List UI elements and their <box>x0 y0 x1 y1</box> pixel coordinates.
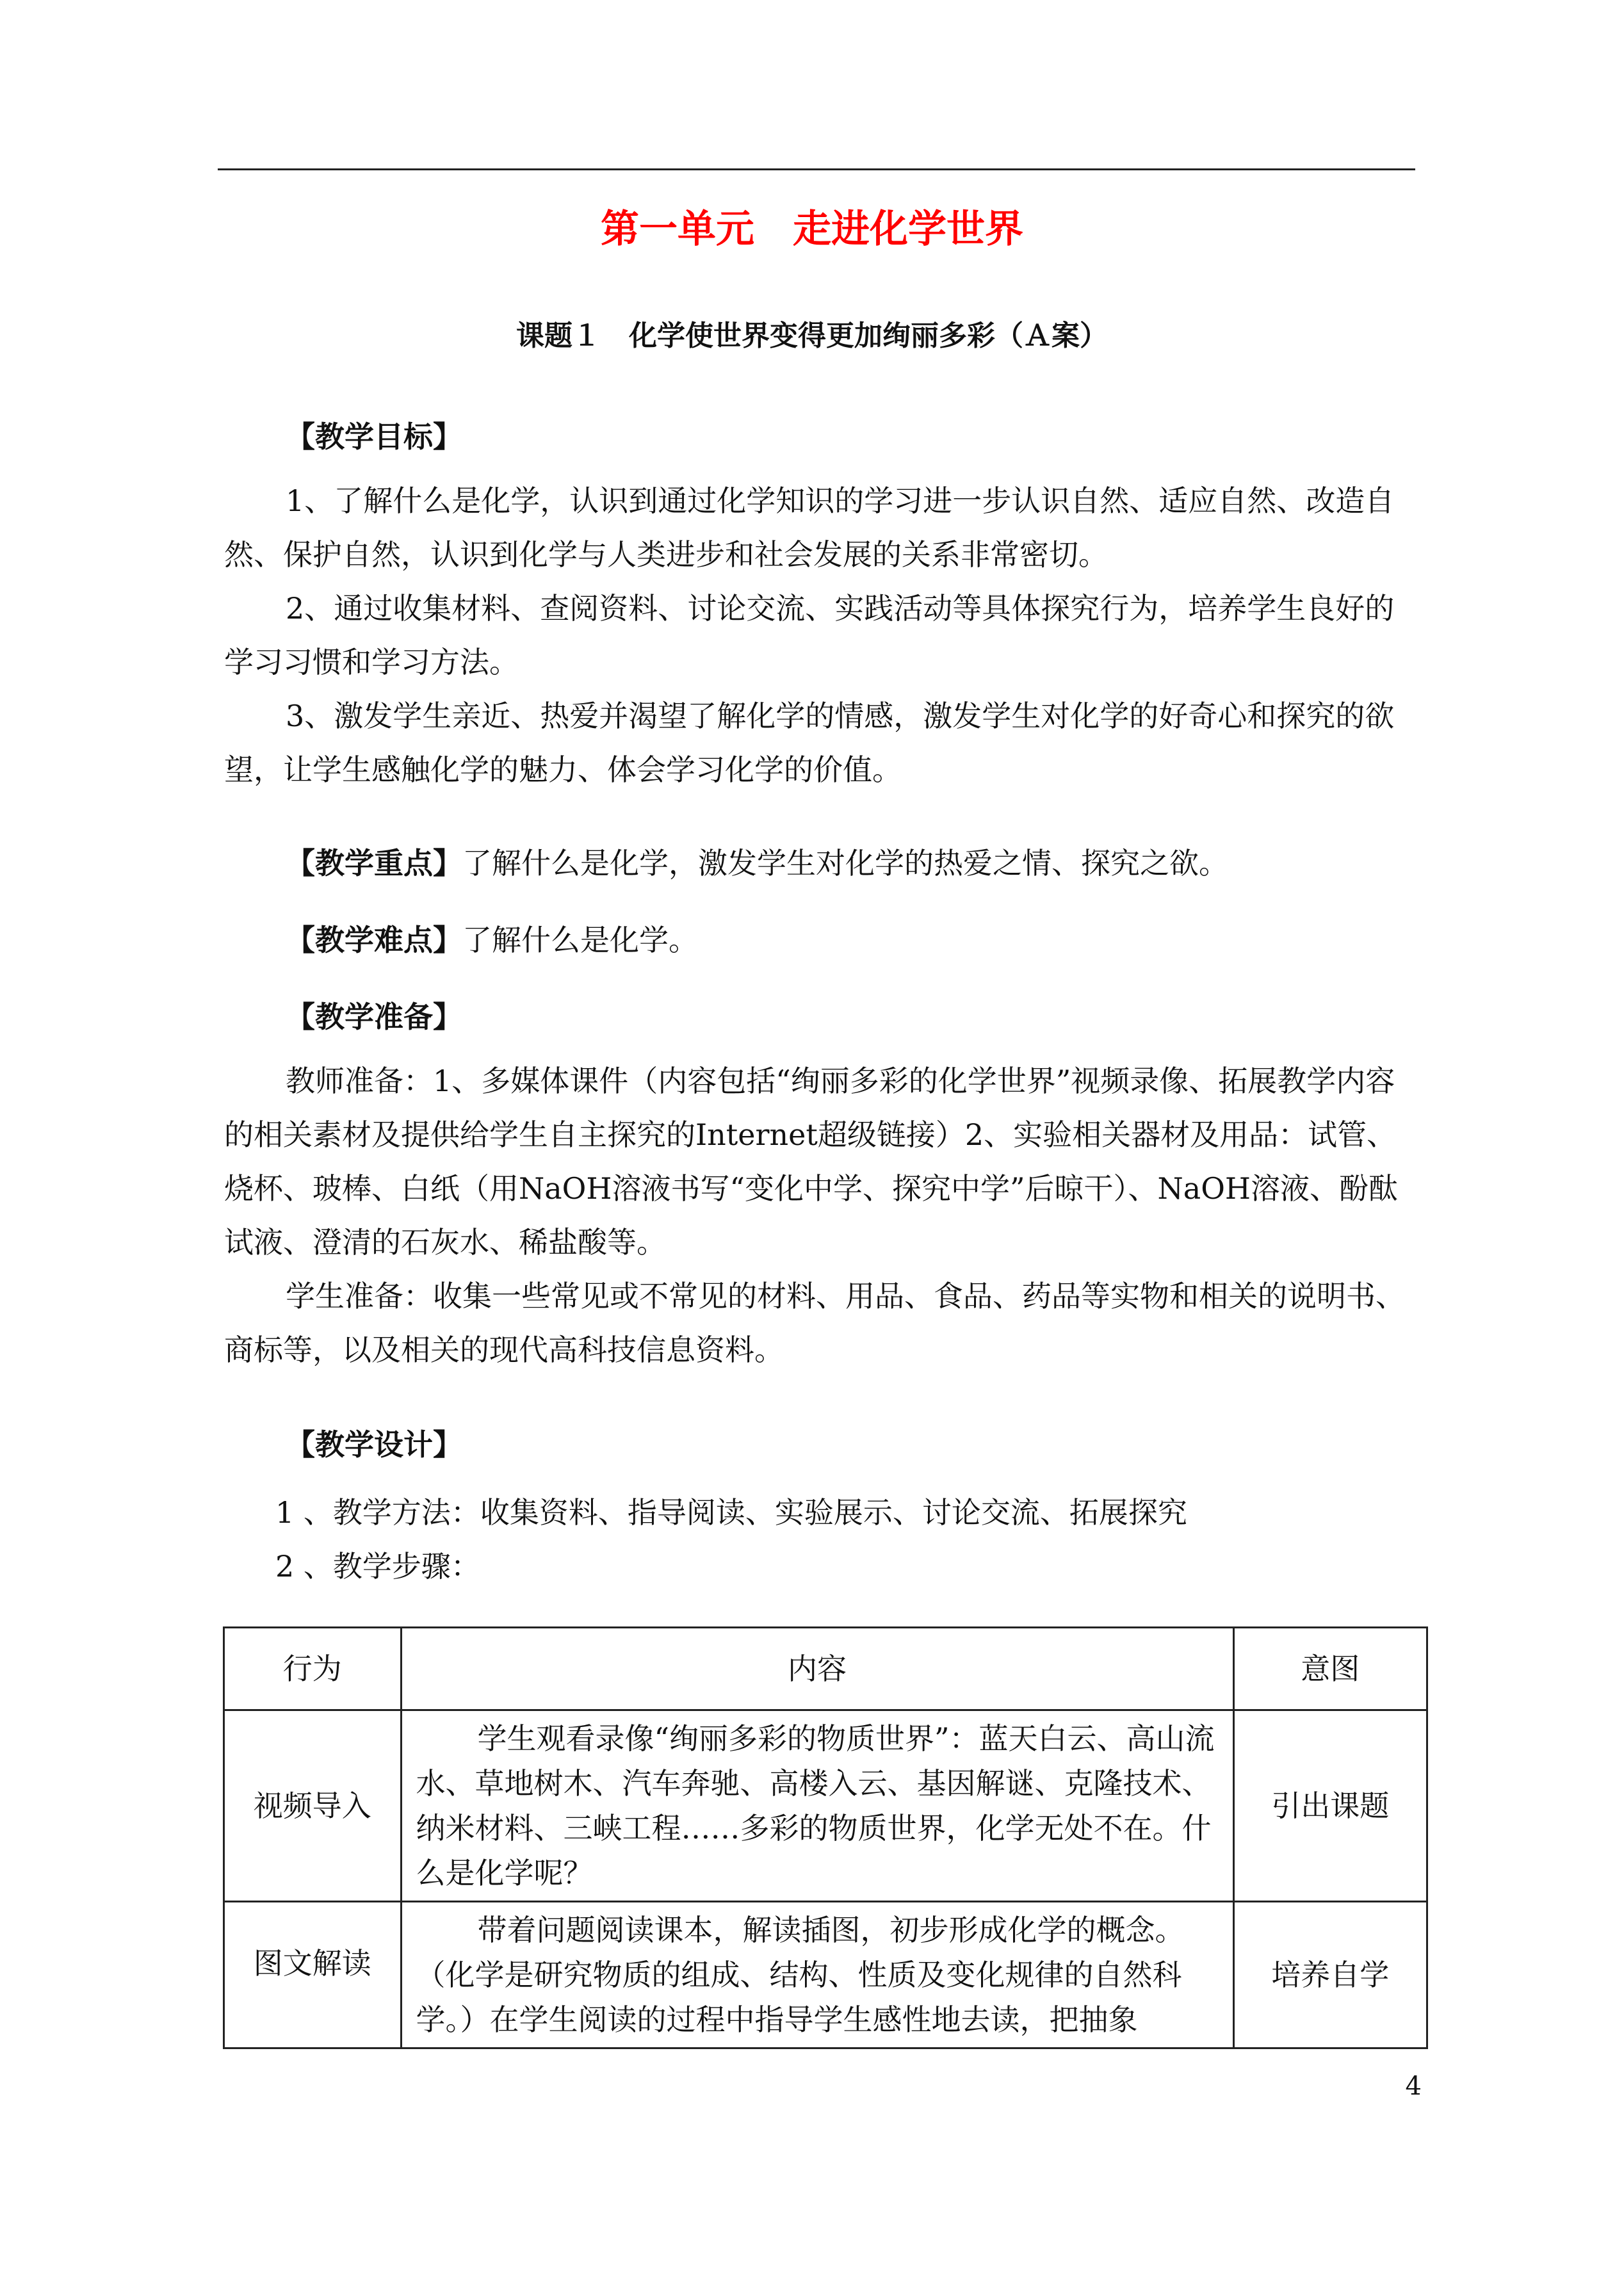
unit-title: 第一单元 走进化学世界 <box>601 207 1023 252</box>
difficulties-text: 了解什么是化学。 <box>462 923 698 957</box>
preparation-heading: 【教学准备】 <box>286 1000 462 1034</box>
design-heading: 【教学设计】 <box>286 1427 462 1462</box>
table-header-row <box>224 1628 1427 1710</box>
key-points-section <box>224 836 1413 890</box>
table-row <box>224 1902 1427 2048</box>
header-action: 行为 <box>224 1628 402 1710</box>
teaching-method: 1 、教学方法：收集资料、指导阅读、实验展示、讨论交流、拓展探究 <box>275 1495 1187 1530</box>
row-content: 带着问题阅读课本，解读插图，初步形成化学的概念。（化学是研究物质的组成、结构、性质及变化规律的自然科学。）在学生阅读的过程中指导学生感性地去读，把抽象 <box>401 1902 1233 2048</box>
preparation-section <box>224 990 1413 1377</box>
objective-item-2: 2、通过收集材料、查阅资料、讨论交流、实践活动等具体探究行为，培养学生良好的学习习惯和学习方法。 <box>224 591 1395 679</box>
table-row <box>224 1710 1427 1902</box>
objectives-heading: 【教学目标】 <box>286 419 462 454</box>
difficulties-section <box>224 913 1413 967</box>
row-action: 图文解读 <box>224 1902 402 2048</box>
row-intent: 培养自学 <box>1233 1902 1427 2048</box>
row-content: 学生观看录像“绚丽多彩的物质世界”：蓝天白云、高山流水、草地树木、汽车奔驰、高楼入云、基因解谜、克隆技术、纳米材料、三峡工程……多彩的物质世界，化学无处不在。什么是化学呢？ <box>401 1710 1233 1902</box>
teaching-steps-label: 2 、教学步骤： <box>275 1549 480 1584</box>
lesson-title: 课题１ 化学使世界变得更加绚丽多彩（Ａ案） <box>516 320 1108 352</box>
design-section <box>224 1418 1413 1593</box>
header-content: 内容 <box>401 1628 1233 1710</box>
objectives-section <box>224 410 1413 797</box>
row-action: 视频导入 <box>224 1710 402 1902</box>
teaching-steps-table <box>223 1626 1428 2049</box>
header-intent: 意图 <box>1233 1628 1427 1710</box>
key-points-text: 了解什么是化学，激发学生对化学的热爱之情、探究之欲。 <box>462 846 1228 880</box>
teacher-preparation: 教师准备：1、多媒体课件（内容包括“绚丽多彩的化学世界”视频录像、拓展教学内容的相关素材及提供给学生自主探究的Internet超级链接）2、实验相关器材及用品：试管、烧杯、玻棒、白纸（用NaOH溶液书写“变化中学、探究中学”后晾干）、NaOH溶液、酚酞试液、澄清的石灰水、稀盐酸等。 <box>224 1064 1399 1260</box>
header-rule <box>218 168 1415 170</box>
objective-item-1: 1、了解什么是化学，认识到通过化学知识的学习进一步认识自然、适应自然、改造自然、保护自然，认识到化学与人类进步和社会发展的关系非常密切。 <box>224 483 1395 572</box>
key-points-heading: 【教学重点】 <box>286 846 462 880</box>
page-number: 4 <box>1405 2072 1422 2101</box>
difficulties-heading: 【教学难点】 <box>286 923 462 957</box>
objective-item-3: 3、激发学生亲近、热爱并渴望了解化学的情感，激发学生对化学的好奇心和探究的欲望，让学生感触化学的魅力、体会学习化学的价值。 <box>224 699 1395 787</box>
row-intent: 引出课题 <box>1233 1710 1427 1902</box>
student-preparation: 学生准备：收集一些常见或不常见的材料、用品、食品、药品等实物和相关的说明书、商标等，以及相关的现代高科技信息资料。 <box>224 1279 1405 1367</box>
